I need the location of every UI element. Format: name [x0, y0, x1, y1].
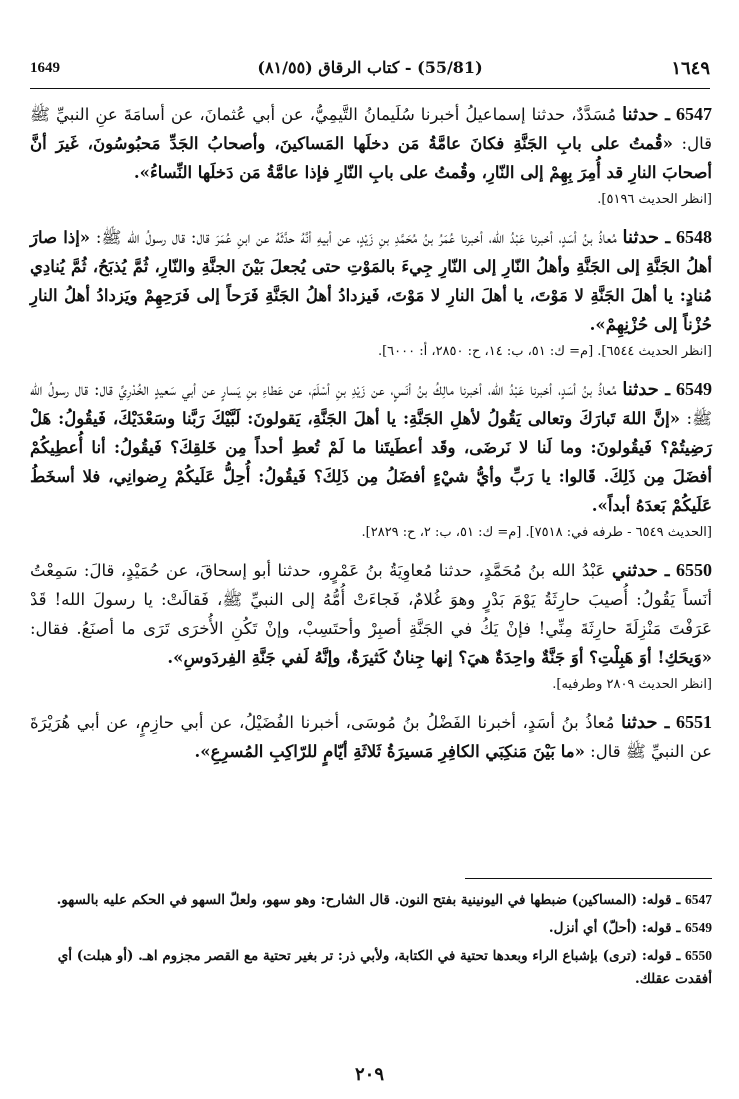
hadith-reference: [انظر الحديث ٦٥٤٤]. [م= ك: ٥١، ب: ١٤، ح: ٢٨٥٠، أ: ٦٠٠٠]. [377, 344, 712, 359]
hadith-6548 [30, 223, 712, 363]
page-number-arabic: ١٦٤٩ [671, 58, 710, 79]
footnote-number: 6549 [685, 920, 712, 935]
footnote-number: 6547 [685, 892, 712, 907]
footnote: 6549 ـ قوله: (أحلّ) أي أنزل. [548, 920, 712, 936]
hadith-6547 [30, 100, 712, 211]
hadith-matn: «إذا صارَ أهلُ الجَنَّةِ إلى الجَنَّةِ وأهلُ النّارِ إلى النّارِ جِيءَ بالمَوْتِ حتى يُجعلَ بَيْنَ الجنَّةِ والنّارِ، ثُمَّ يُذبَحُ، ثُمَّ يُنادِي مُنادٍ: يا أهلَ الجَنَّةِ لا مَوْتَ، يا أهلَ النارِ لا مَوْتَ، فَيزدادُ أهلُ الجَنَّةِ فَرَحاً إلى فَرَحِهِمْ ويَزدادُ أهلُ النارِ حُزْناً إلى حُزْنِهِمْ». [30, 228, 712, 334]
footnote: 6547 ـ قوله: (المساكين) ضبطها في اليونينية بفتح النون. قال الشارح: وهو سهو، ولعلّ السهو في الحكم عليه بالسهو. [56, 892, 712, 908]
hadith-isnad: عَبْدُ الله بنُ مُحَمَّدٍ، حدثنا مُعاوِيَةُ بنُ عَمْرٍو، حدثنا أبو إسحاقَ، عن حُمَيْدٍ، قالَ: سَمِعْتُ أنَساً يَقُولُ: أُصيبَ حارِثَةُ يَوْمَ بَدْرٍ وهوَ غُلامٌ، فَجاءَتْ أُمُّهُ إلى النبيِّ ﷺ، فَقالَتْ: يا رسولَ الله! قَدْ عَرَفْتَ مَنْزِلَةَ حارِثَةَ مِنِّي! فإنْ يَكُ في الجَنَّةِ أصبِرْ وأحتَسِبْ، وإنْ تَكُنِ الأُخرَى تَرَى ما أصنَعُ. فقال: [30, 561, 712, 638]
hadith-reference: [الحديث ٦٥٤٩ - طرفه في: ٧٥١٨]. [م= ك: ٥١، ب: ٢، ح: ٢٨٢٩]. [361, 525, 712, 540]
footnote-number: 6550 [685, 948, 712, 963]
hadith-number: 6550 [676, 560, 713, 580]
footnote-text: قوله: (أحلّ) أي أنزل. [548, 920, 672, 936]
hadith-number: 6547 [675, 104, 712, 124]
hadith-isnad: مُسَدَّدٌ، حدثنا إسماعيلُ أخبرنا سُلَيمانُ التَّيمِيُّ، عن أبي عُثمانَ، عن أسامَةَ عنِ النبيِّ ﷺ قال: [30, 105, 712, 153]
hadith-matn: «قُمتُ على بابِ الجَنَّةِ فكانَ عامَّةُ مَن دخلَها المَساكينَ، وأصحابُ الجَدِّ مَحبُوسُونَ، غَيرَ أنَّ أصحابَ النارِ قد أُمِرَ بِهِمْ إلى النّارِ، وقُمتُ على بابِ النّارِ فإذا عامَّةُ مَن دَخلَها النِّساءُ». [30, 134, 712, 182]
header-rule [30, 88, 710, 89]
hadith-reference: [انظر الحديث ٢٨٠٩ وطرفيه]. [552, 677, 712, 692]
page-header [30, 58, 710, 88]
hadith-isnad: مُعاذُ بنُ أسَدٍ، أخبرنا عَبْدُ الله، أخبرنا عُمَرُ بنُ مُحَمَّدِ بنِ زَيْدٍ، عن أبيهِ أنَّهُ حدَّثَهُ عن ابنِ عُمَرَ قال: قال رسولُ الله ﷺ: [95, 228, 617, 247]
hadith-paragraph: 6551 ـ حدثنا مُعاذُ بنُ أسَدٍ، أخبرنا الفَضْلُ بنُ مُوسَى، أخبرنا الفُضَيْلُ، عن أبي حازِمٍ، عن أبي هُرَيْرَةَ عن النبيِّ ﷺ قال: «ما بَيْنَ مَنكِبَي الكافِرِ مَسيرَةُ ثَلاثَةِ أيّامٍ للرّاكِبِ المُسرِعِ». [30, 712, 712, 761]
hadith-opening: حدثنا [622, 227, 660, 248]
footnote-rule [465, 878, 712, 879]
running-title: (55/81) - كتاب الرقاق (٨١/٥٥) [257, 58, 483, 77]
hadith-number: 6549 [675, 379, 712, 399]
hadith-number: 6548 [675, 227, 712, 247]
hadith-paragraph: 6548 ـ حدثنا مُعاذُ بنُ أسَدٍ، أخبرنا عَبْدُ الله، أخبرنا عُمَرُ بنُ مُحَمَّدِ بنِ زَيْدٍ، عن أبيهِ أنَّهُ حدَّثَهُ عن ابنِ عُمَرَ قال: قال رسولُ الله ﷺ: «إذا صارَ أهلُ الجَنَّةِ إلى الجَنَّةِ وأهلُ النّارِ إلى النّارِ جِيءَ بالمَوْتِ حتى يُجعلَ بَيْنَ الجنَّةِ والنّارِ، ثُمَّ يُذبَحُ، ثُمَّ يُنادِي مُنادٍ: يا أهلَ الجَنَّةِ لا مَوْتَ، يا أهلَ النارِ لا مَوْتَ، فَيزدادُ أهلُ الجَنَّةِ فَرَحاً إلى فَرَحِهِمْ ويَزدادُ أهلُ النارِ حُزْناً إلى حُزْنِهِمْ». [انظر الحديث ٦٥٤٤]. [م= ك: ٥١، ب: ١٤، ح: ٢٨٥٠، أ: ٦٠٠٠]. [30, 223, 712, 363]
hadith-opening: حدثني [611, 560, 658, 581]
hadith-opening: حدثنا [622, 379, 659, 400]
hadith-opening: حدثنا [622, 104, 659, 125]
hadith-6551 [30, 708, 712, 766]
hadith-matn: «ما بَيْنَ مَنكِبَي الكافِرِ مَسيرَةُ ثَلاثَةِ أيّامٍ للرّاكِبِ المُسرِعِ». [194, 742, 585, 761]
hadith-matn: «إنَّ اللهَ تَبارَكَ وتعالى يَقُولُ لأهلِ الجَنَّةِ: يا أهلَ الجَنَّةِ، يَقولونَ: لَبَّيْكَ رَبَّنا وسَعْدَيْكَ، فَيقُولُ: هَلْ رَضِيتُمْ؟ فَيقُولونَ: وما لَنا لا نَرضَى، وقَد أعطَيتَنا ما لَمْ تُعطِ أحداً مِن خَلقِكَ؟ فَيقُولُ: أنا أُعطِيكُمْ أفضَلَ مِن ذَلِكَ. قَالوا: يا رَبِّ وأيُّ شيْءٍ أفضَلُ مِن ذَلِكَ؟ فَيقُولُ: أُحِلُّ عَلَيكُمْ رِضوانِي، فلا أسخَطُ عَلَيكُمْ بَعدَهُ أبداً». [30, 409, 712, 515]
footnote-text: قوله: (المساكين) ضبطها في اليونينية بفتح النون. قال الشارح: وهو سهو، ولعلّ السهو في الحكم عليه بالسهو. [56, 892, 672, 908]
footnote: 6550 ـ قوله: (ترى) بإشباع الراء وبعدها تحتية في الكتابة، ولأبي ذر: تر بغير تحتية مع القصر مجزوم اهـ. (أو هبلت) أي أفقدت عقلك. [57, 948, 712, 987]
footnote-text: قوله: (ترى) بإشباع الراء وبعدها تحتية في الكتابة، ولأبي ذر: تر بغير تحتية مع القصر مجزوم اهـ. (أو هبلت) أي أفقدت عقلك. [57, 948, 712, 987]
page-number-latin: 1649 [30, 60, 60, 76]
hadith-6550 [30, 556, 712, 696]
hadith-6549 [30, 375, 712, 544]
page-footer-number: ٢٠٩ [354, 1064, 384, 1085]
hadith-matn: «وَيحَكِ! أوَ هَبِلْتِ؟ أوَ جَنَّةٌ واحِدَةٌ هيَ؟ إنها جِنانٌ كَثيرَةٌ، وإنَّهُ لَفي جَنَّةِ الفِردَوسِ». [167, 648, 712, 667]
main-text [30, 100, 712, 778]
hadith-opening: حدثنا [621, 712, 658, 733]
footnotes [30, 888, 712, 995]
hadith-isnad: مُعاذُ بنُ أسَدٍ، أخبرنا عَبْدُ الله، أخبرنا مالِكُ بنُ أنَسٍ، عن زَيْدِ بنِ أسْلَمَ، عن عَطاءِ بنِ يَسارٍ عن أبي سَعيدٍ الخُدْرِيِّ قال: قال رسولُ الله ﷺ: [30, 380, 713, 428]
hadith-paragraph: 6550 ـ حدثني عَبْدُ الله بنُ مُحَمَّدٍ، حدثنا مُعاوِيَةُ بنُ عَمْرٍو، حدثنا أبو إسحاقَ، عن حُمَيْدٍ، قالَ: سَمِعْتُ أنَساً يَقُولُ: أُصيبَ حارِثَةُ يَوْمَ بَدْرٍ وهوَ غُلامٌ، فَجاءَتْ أُمُّهُ إلى النبيِّ ﷺ، فَقالَتْ: يا رسولَ الله! قَدْ عَرَفْتَ مَنْزِلَةَ حارِثَةَ مِنِّي! فإنْ يَكُ في الجَنَّةِ أصبِرْ وأحتَسِبْ، وإنْ تَكُنِ الأُخرَى تَرَى ما أصنَعُ. فقال: «وَيحَكِ! أوَ هَبِلْتِ؟ أوَ جَنَّةٌ واحِدَةٌ هيَ؟ إنها جِنانٌ كَثيرَةٌ، وإنَّهُ لَفي جَنَّةِ الفِردَوسِ». [انظر الحديث ٢٨٠٩ وطرفيه]. [30, 556, 712, 696]
hadith-isnad: مُعاذُ بنُ أسَدٍ، أخبرنا الفَضْلُ بنُ مُوسَى، أخبرنا الفُضَيْلُ، عن أبي حازِمٍ، عن أبي هُرَيْرَةَ عن النبيِّ ﷺ قال: [30, 713, 712, 761]
hadith-reference: [انظر الحديث ٥١٩٦]. [597, 192, 712, 207]
hadith-paragraph: 6549 ـ حدثنا مُعاذُ بنُ أسَدٍ، أخبرنا عَبْدُ الله، أخبرنا مالِكُ بنُ أنَسٍ، عن زَيْدِ بنِ أسْلَمَ، عن عَطاءِ بنِ يَسارٍ عن أبي سَعيدٍ الخُدْرِيِّ قال: قال رسولُ الله ﷺ: «إنَّ اللهَ تَبارَكَ وتعالى يَقُولُ لأهلِ الجَنَّةِ: يا أهلَ الجَنَّةِ، يَقولونَ: لَبَّيْكَ رَبَّنا وسَعْدَيْكَ، فَيقُولُ: هَلْ رَضِيتُمْ؟ فَيقُولونَ: وما لَنا لا نَرضَى، وقَد أعطَيتَنا ما لَمْ تُعطِ أحداً مِن خَلقِكَ؟ فَيقُولُ: أنا أُعطِيكُمْ أفضَلَ مِن ذَلِكَ. قَالوا: يا رَبِّ وأيُّ شيْءٍ أفضَلُ مِن ذَلِكَ؟ فَيقُولُ: أُحِلُّ عَلَيكُمْ رِضوانِي، فلا أسخَطُ عَلَيكُمْ بَعدَهُ أبداً». [الحديث ٦٥٤٩ - طرفه في: ٧٥١٨]. [م= ك: ٥١، ب: ٢، ح: ٢٨٢٩]. [30, 375, 712, 544]
hadith-paragraph: 6547 ـ حدثنا مُسَدَّدٌ، حدثنا إسماعيلُ أخبرنا سُلَيمانُ التَّيمِيُّ، عن أبي عُثمانَ، عن أسامَةَ عنِ النبيِّ ﷺ قال: «قُمتُ على بابِ الجَنَّةِ فكانَ عامَّةُ مَن دخلَها المَساكينَ، وأصحابُ الجَدِّ مَحبُوسُونَ، غَيرَ أنَّ أصحابَ النارِ قد أُمِرَ بِهِمْ إلى النّارِ، وقُمتُ على بابِ النّارِ فإذا عامَّةُ مَن دَخلَها النِّساءُ». [انظر الحديث ٥١٩٦]. [30, 100, 712, 211]
hadith-number: 6551 [676, 712, 712, 732]
